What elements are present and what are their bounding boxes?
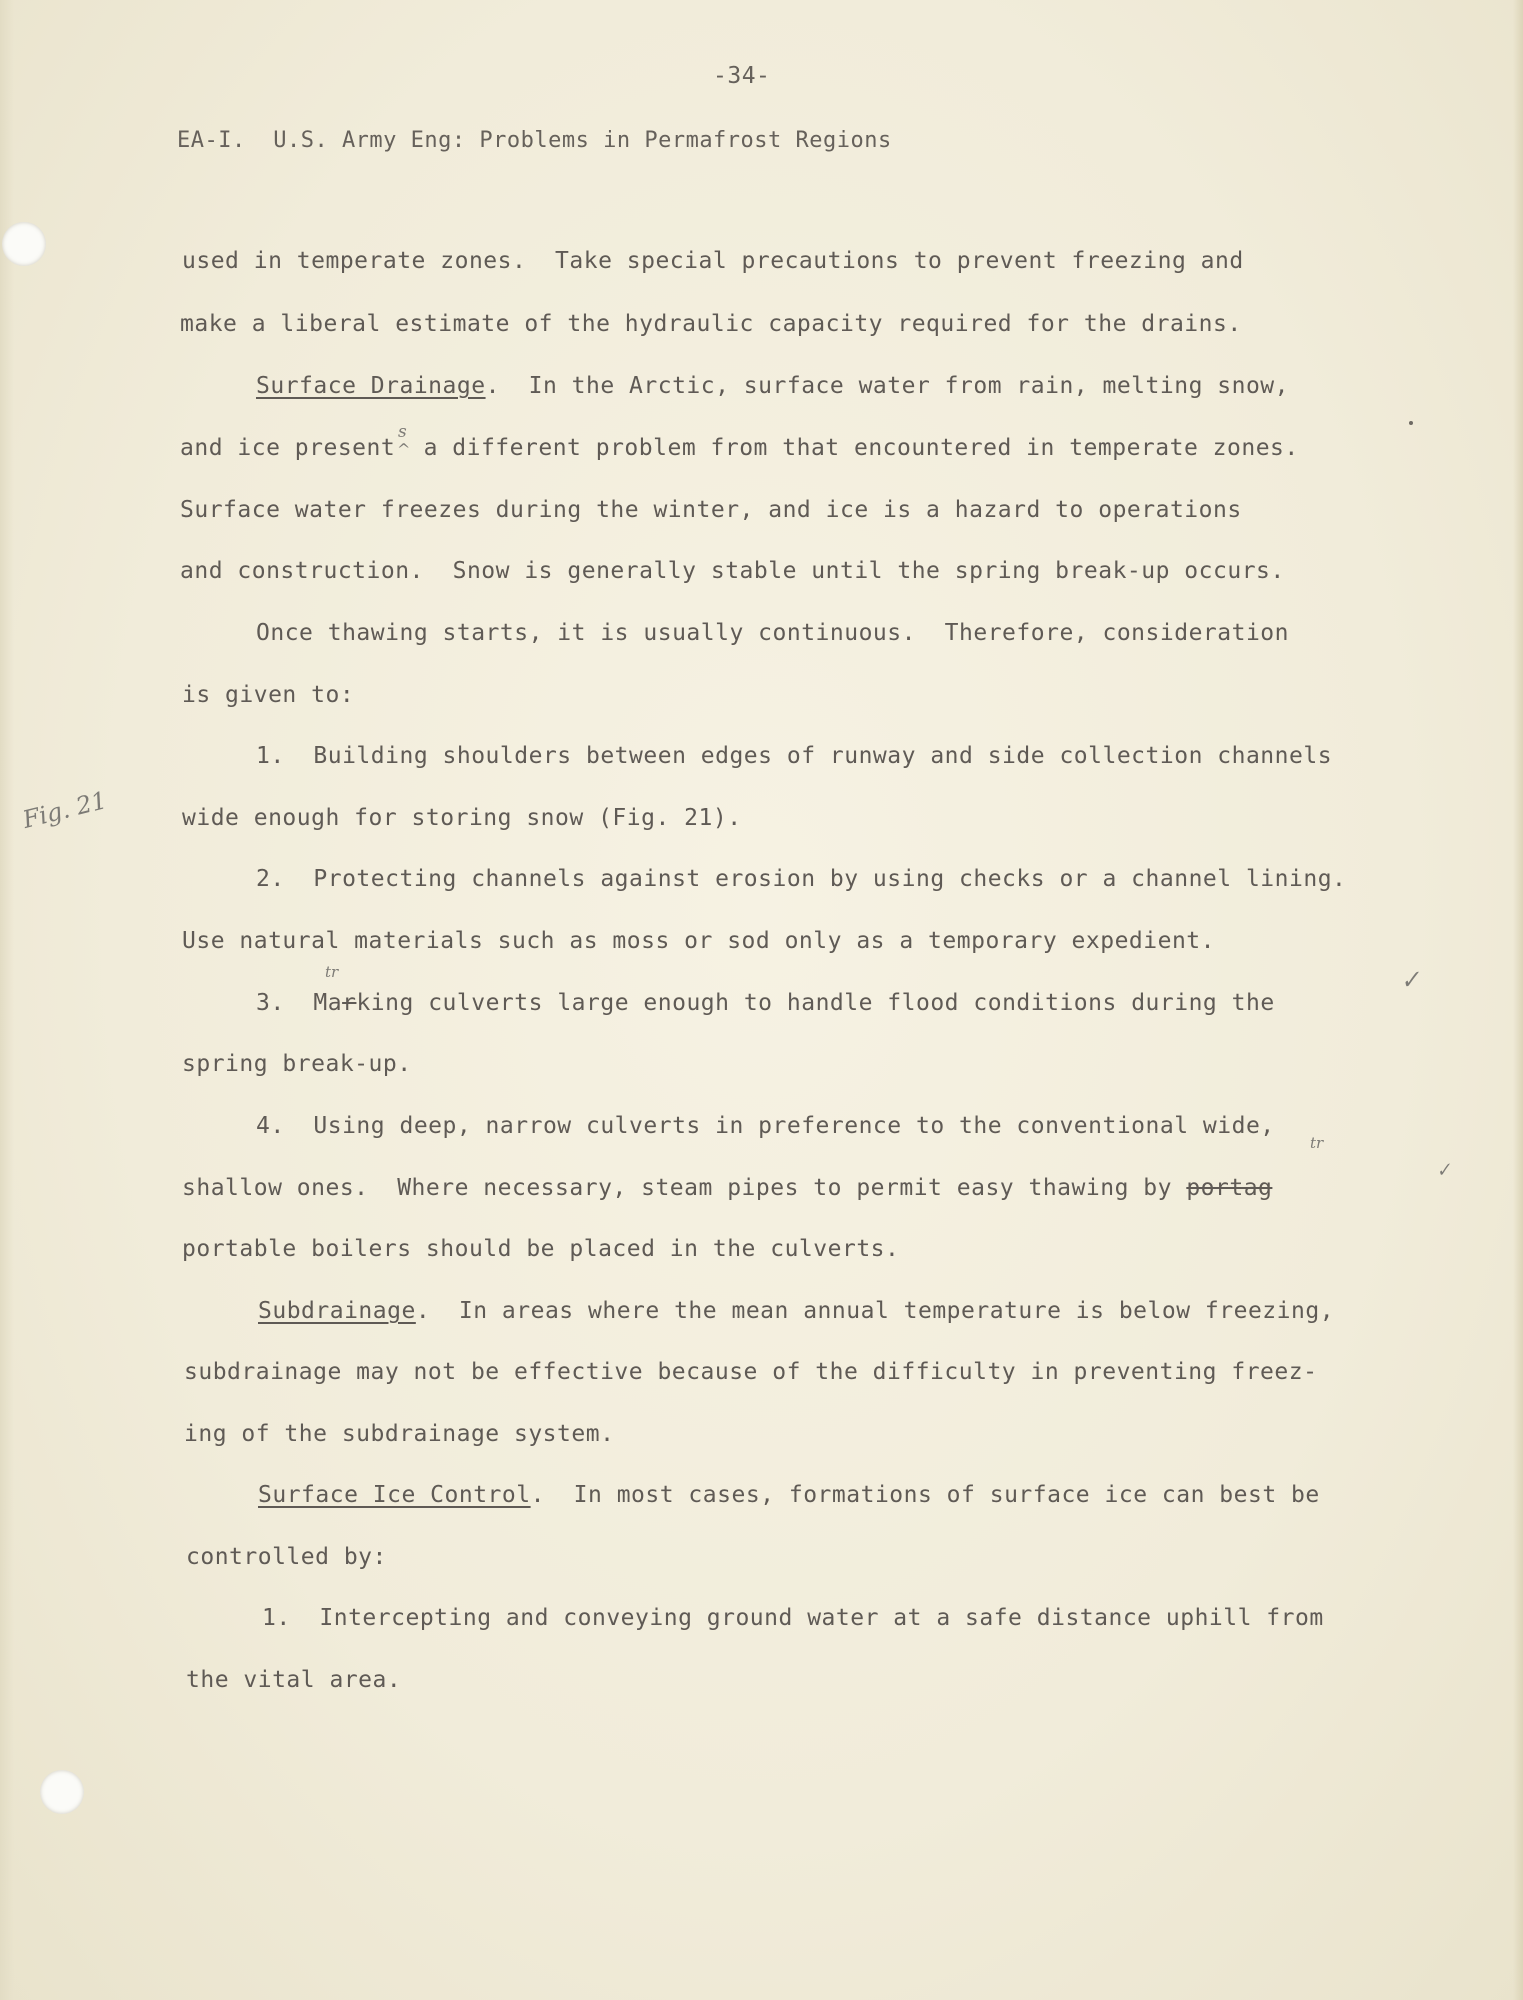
- handwritten-mark: tr: [1310, 1134, 1324, 1152]
- body-text: king culverts large enough to handle flood conditions during the: [356, 990, 1275, 1016]
- body-line: the vital area.: [186, 1667, 402, 1693]
- surface-drainage-heading: Surface Drainage: [256, 373, 486, 399]
- body-text: . In most cases, formations of surface ice can best be: [530, 1482, 1320, 1508]
- body-line: [180, 437, 1299, 460]
- body-line: subdrainage may not be effective because of the difficulty in preventing freez-: [184, 1359, 1318, 1385]
- body-line: spring break-up.: [182, 1051, 412, 1077]
- body-line: make a liberal estimate of the hydraulic capacity required for the drains.: [180, 311, 1242, 337]
- document-header: EA-I. U.S. Army Eng: Problems in Permafrost Regions: [177, 128, 892, 153]
- handwritten-insert-s: s: [398, 422, 407, 442]
- body-line: Use natural materials such as moss or sod only as a temporary expedient.: [182, 928, 1215, 954]
- body-line: and construction. Snow is generally stable until the spring break-up occurs.: [180, 558, 1285, 584]
- margin-tick: ✓: [1434, 1158, 1453, 1183]
- body-line: portable boilers should be placed in the culverts.: [182, 1236, 900, 1262]
- list-item: 1. Building shoulders between edges of runway and side collection channels: [256, 743, 1333, 769]
- page-number: -34-: [713, 63, 771, 89]
- list-item: 2. Protecting channels against erosion by using checks or a channel lining.: [256, 866, 1347, 892]
- margin-note-fig-21: Fig. 21: [19, 786, 110, 834]
- body-line: is given to:: [182, 682, 355, 708]
- body-text: . In areas where the mean annual temperature is below freezing,: [415, 1298, 1335, 1324]
- section-heading-line: [256, 375, 1289, 398]
- list-item: 1. Intercepting and conveying ground water at a safe distance uphill from: [262, 1605, 1324, 1631]
- body-text: and ice present: [180, 435, 396, 461]
- body-line: used in temperate zones. Take special precautions to prevent freezing and: [182, 248, 1244, 274]
- body-line: ing of the subdrainage system.: [184, 1421, 615, 1447]
- list-item: 4. Using deep, narrow culverts in preference to the conventional wide,: [256, 1113, 1275, 1139]
- body-text: shallow ones. Where necessary, steam pipes to permit easy thawing by: [182, 1175, 1187, 1201]
- punch-hole-bottom: [40, 1770, 84, 1814]
- caret-mark: ^: [397, 440, 411, 459]
- section-heading-line: [258, 1300, 1334, 1323]
- subdrainage-heading: Subdrainage: [258, 1298, 416, 1324]
- body-line: controlled by:: [186, 1544, 387, 1570]
- paper-edge-right: [1513, 0, 1523, 2000]
- surface-ice-control-heading: Surface Ice Control: [258, 1482, 531, 1508]
- body-text: . In the Arctic, surface water from rain, melting snow,: [485, 373, 1290, 399]
- body-text: 3. Ma: [256, 990, 343, 1016]
- list-item: [256, 992, 1275, 1015]
- struck-word: portag: [1186, 1175, 1273, 1201]
- body-line: wide enough for storing snow (Fig. 21).: [182, 805, 742, 831]
- body-text: a different problem from that encountered in temperate zones.: [409, 435, 1299, 461]
- paper-edge-left: [0, 0, 14, 2000]
- section-heading-line: [258, 1484, 1320, 1507]
- body-line: Once thawing starts, it is usually continuous. Therefore, consideration: [256, 620, 1289, 646]
- body-line: Surface water freezes during the winter, and ice is a hazard to operations: [180, 497, 1242, 523]
- ink-speck: [1409, 421, 1413, 425]
- handwritten-insert-k: tr: [325, 963, 339, 981]
- margin-checkmark: ✓: [1398, 964, 1422, 996]
- body-line: [182, 1177, 1272, 1200]
- struck-letter: r: [342, 990, 357, 1016]
- punch-hole-top: [2, 222, 46, 266]
